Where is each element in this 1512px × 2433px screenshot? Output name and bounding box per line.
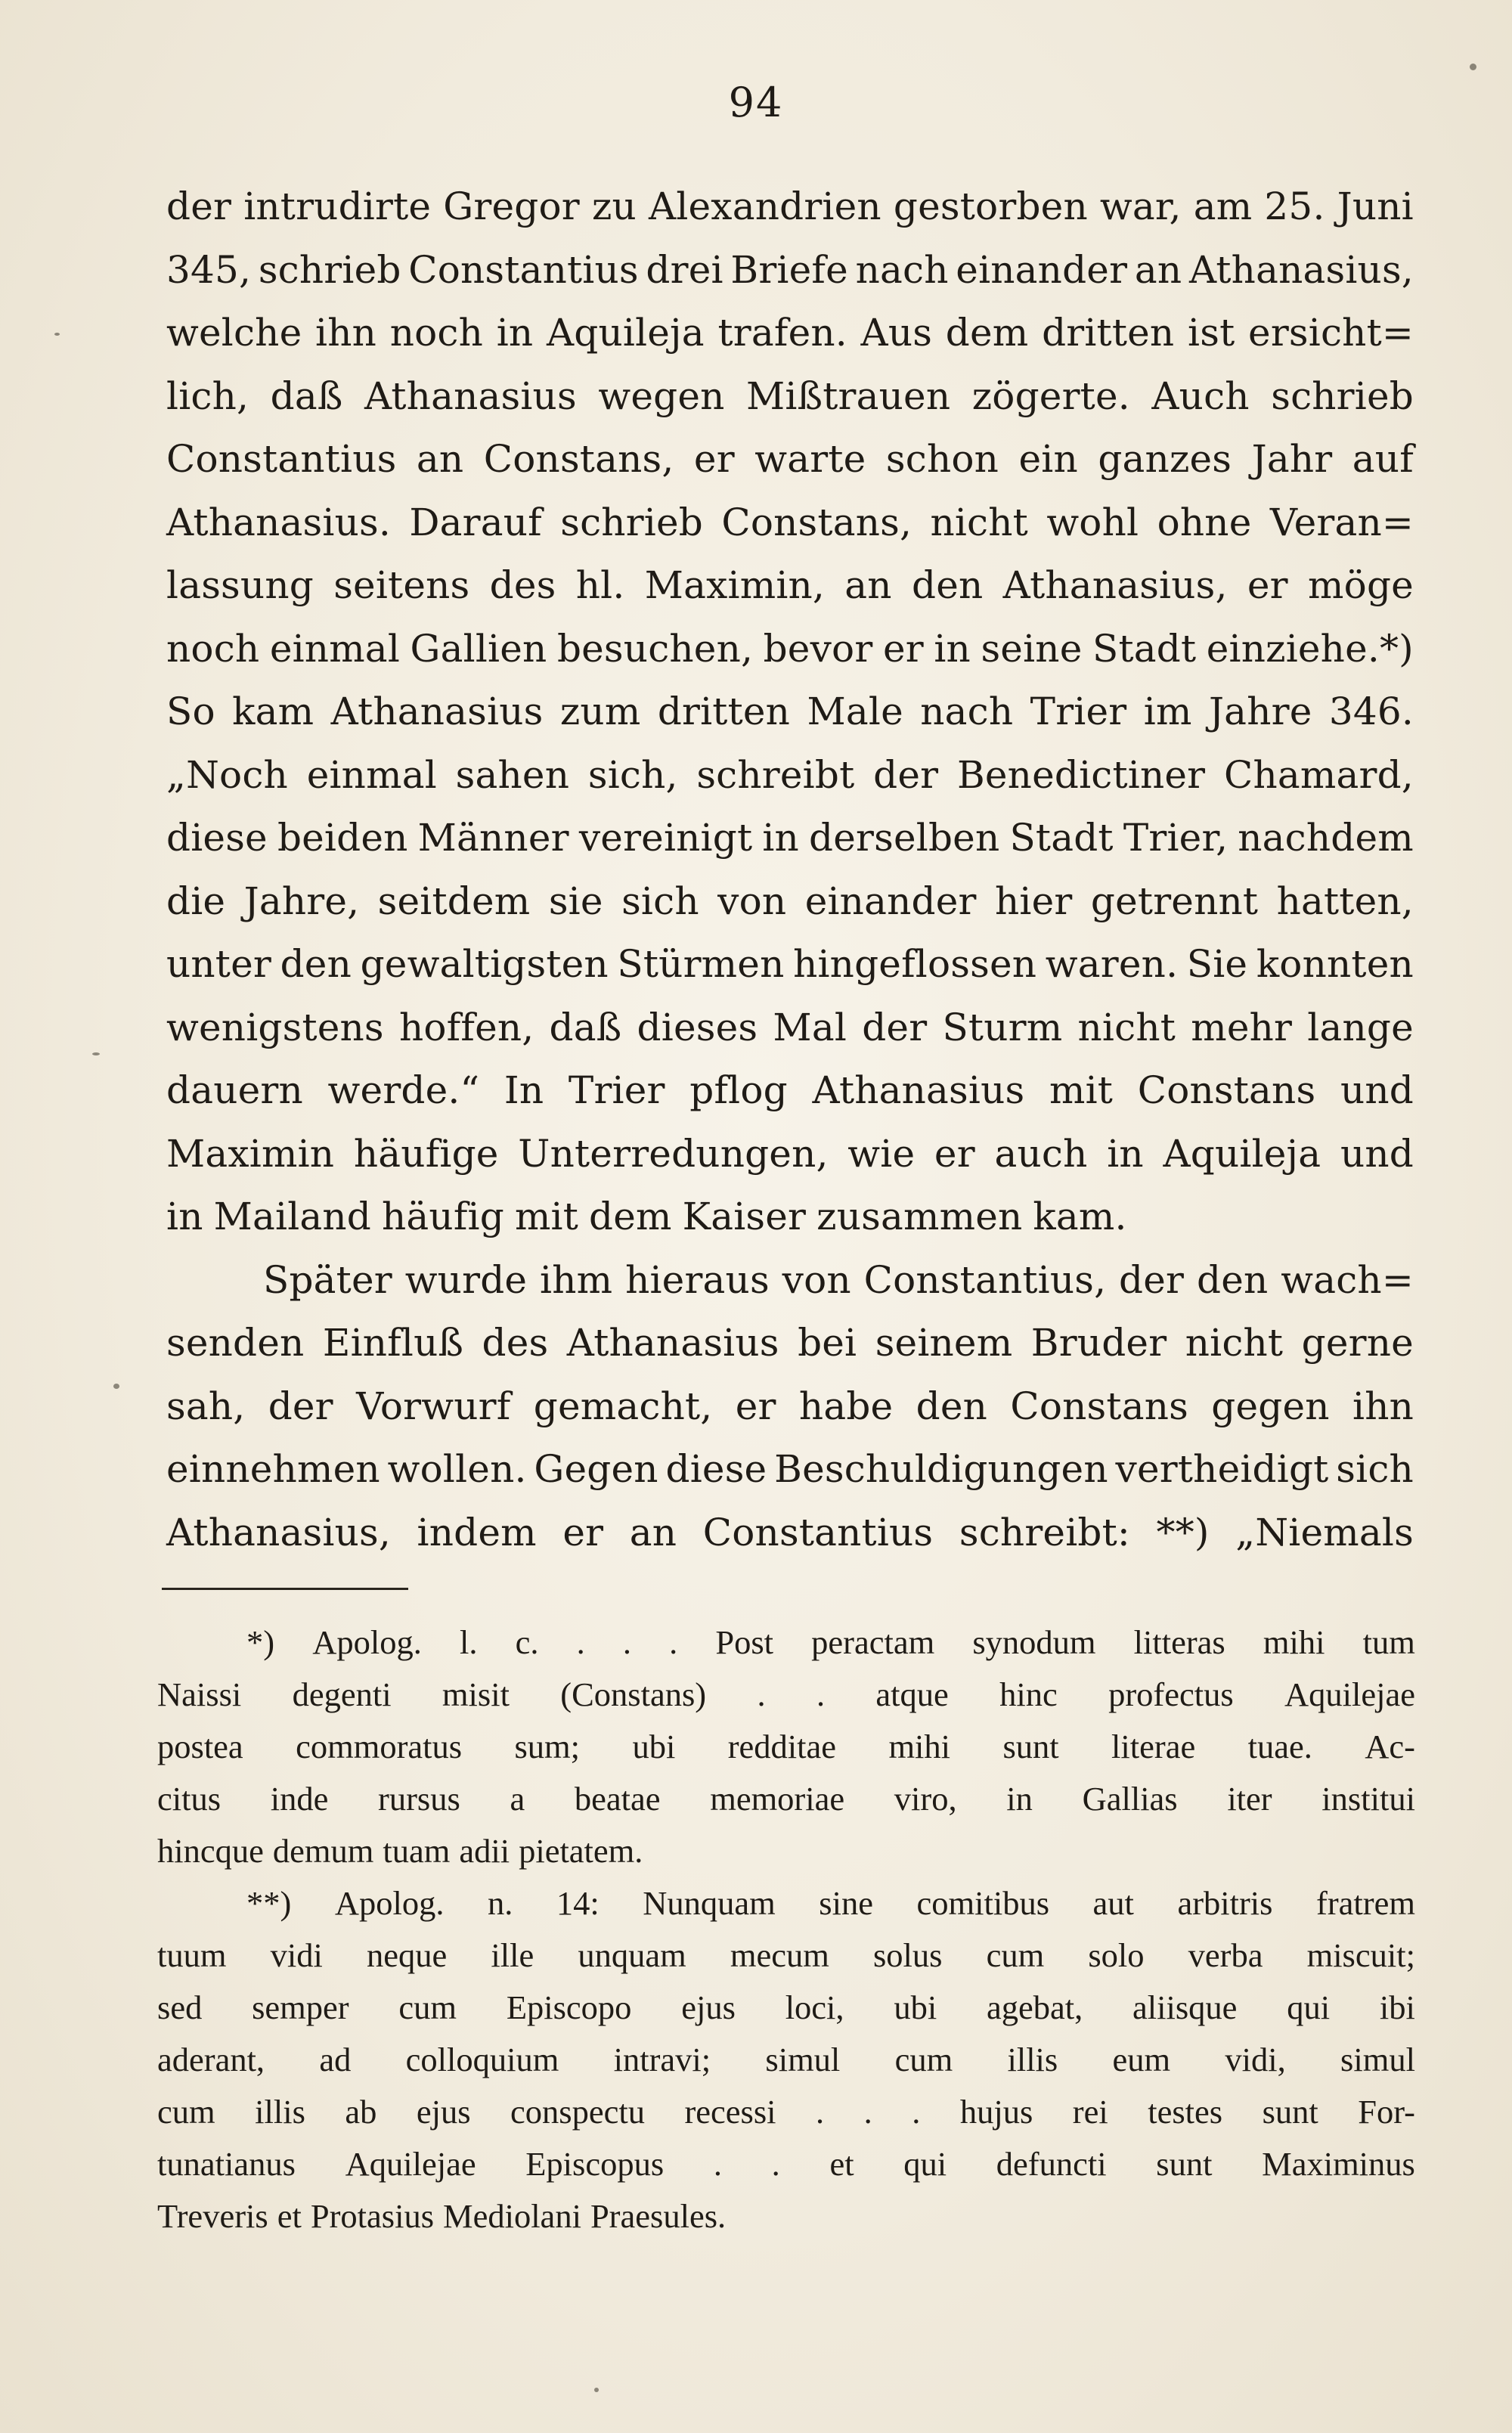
text-line: Später wurde ihm hieraus von Constantius, der den wach= — [263, 1257, 1414, 1302]
paper-speck — [92, 1052, 100, 1055]
footnote-line: *) Apolog. l. c. . . . Post peractam synodum litteras mihi tum — [246, 1623, 1415, 1661]
footnote-line: **) Apolog. n. 14: Nunquam sine comitibus aut arbitris fratrem — [246, 1884, 1415, 1922]
paper-speck — [113, 1384, 119, 1389]
main-text — [166, 175, 1414, 1564]
text-line: sah, der Vorwurf gemacht, er habe den Constans gegen ihn — [166, 1384, 1414, 1428]
footnote-line: aderant, ad colloquium intravi; simul cum illis eum vidi, simul — [157, 2041, 1415, 2078]
text-line: in Mailand häufig mit dem Kaiser zusammen kam. — [166, 1195, 1127, 1238]
text-line: welche ihn noch in Aquileja trafen. Aus dem dritten ist ersicht= — [166, 311, 1414, 355]
footnote-line: Treveris et Protasius Mediolani Praesules. — [157, 2197, 727, 2235]
text-line: So kam Athanasius zum dritten Male nach Trier im Jahre 346. — [166, 690, 1414, 733]
paper-speck — [54, 333, 60, 336]
text-line: Constantius an Constans, er warte schon ein ganzes Jahr auf — [166, 437, 1414, 481]
text-line: noch einmal Gallien besuchen, bevor er in seine Stadt einziehe.*) — [166, 626, 1414, 671]
text-line: einnehmen wollen. Gegen diese Beschuldigungen vertheidigt sich — [166, 1447, 1414, 1491]
footnote-line: tuum vidi neque ille unquam mecum solus cum solo verba miscuit; — [157, 1936, 1415, 1974]
footnote-line: postea commoratus sum; ubi redditae mihi sunt literae tuae. Ac- — [157, 1728, 1415, 1765]
text-line: lassung seitens des hl. Maximin, an den Athanasius, er möge — [166, 563, 1414, 607]
paper-speck — [594, 2388, 599, 2392]
footnote-line: Naissi degenti misit (Constans) . . atque hinc profectus Aquilejae — [157, 1675, 1415, 1713]
footnote-separator — [162, 1588, 408, 1590]
text-line: lich, daß Athanasius wegen Mißtrauen zögerte. Auch schrieb — [166, 373, 1414, 418]
paper-speck — [1470, 64, 1476, 70]
text-line: diese beiden Männer vereinigt in derselben Stadt Trier, nachdem — [166, 816, 1414, 860]
footnote-line: cum illis ab ejus conspectu recessi . . . hujus rei testes sunt For- — [157, 2093, 1415, 2131]
text-line: 345, schrieb Constantius drei Briefe nach einander an Athanasius, — [166, 247, 1414, 292]
text-line: Athanasius, indem er an Constantius schreibt: **) „Niemals — [166, 1510, 1414, 1554]
page-number: 94 — [728, 79, 784, 126]
text-line: dauern werde.“ In Trier pflog Athanasius mit Constans und — [166, 1068, 1414, 1112]
footnote-line: tunatianus Aquilejae Episcopus . . et qui defuncti sunt Maximinus — [157, 2145, 1415, 2183]
text-line: der intrudirte Gregor zu Alexandrien gestorben war, am 25. Juni — [166, 184, 1414, 228]
text-line: „Noch einmal sahen sich, schreibt der Benedictiner Chamard, — [166, 752, 1414, 797]
footnotes — [157, 1616, 1415, 2242]
footnote-line: sed semper cum Episcopo ejus loci, ubi agebat, aliisque qui ibi — [157, 1988, 1415, 2026]
footnote-line: hincque demum tuam adii pietatem. — [157, 1832, 643, 1870]
text-line: senden Einfluß des Athanasius bei seinem Bruder nicht gerne — [166, 1321, 1414, 1365]
footnote-line: citus inde rursus a beatae memoriae viro, in Gallias iter institui — [157, 1780, 1415, 1818]
text-line: wenigstens hoffen, daß dieses Mal der Sturm nicht mehr lange — [166, 1005, 1414, 1049]
text-line: Athanasius. Darauf schrieb Constans, nicht wohl ohne Veran= — [166, 500, 1414, 544]
text-line: Maximin häufige Unterredungen, wie er auch in Aquileja und — [166, 1131, 1414, 1176]
text-line: die Jahre, seitdem sie sich von einander hier getrennt hatten, — [166, 879, 1414, 923]
text-line: unter den gewaltigsten Stürmen hingeflossen waren. Sie konnten — [166, 942, 1414, 986]
